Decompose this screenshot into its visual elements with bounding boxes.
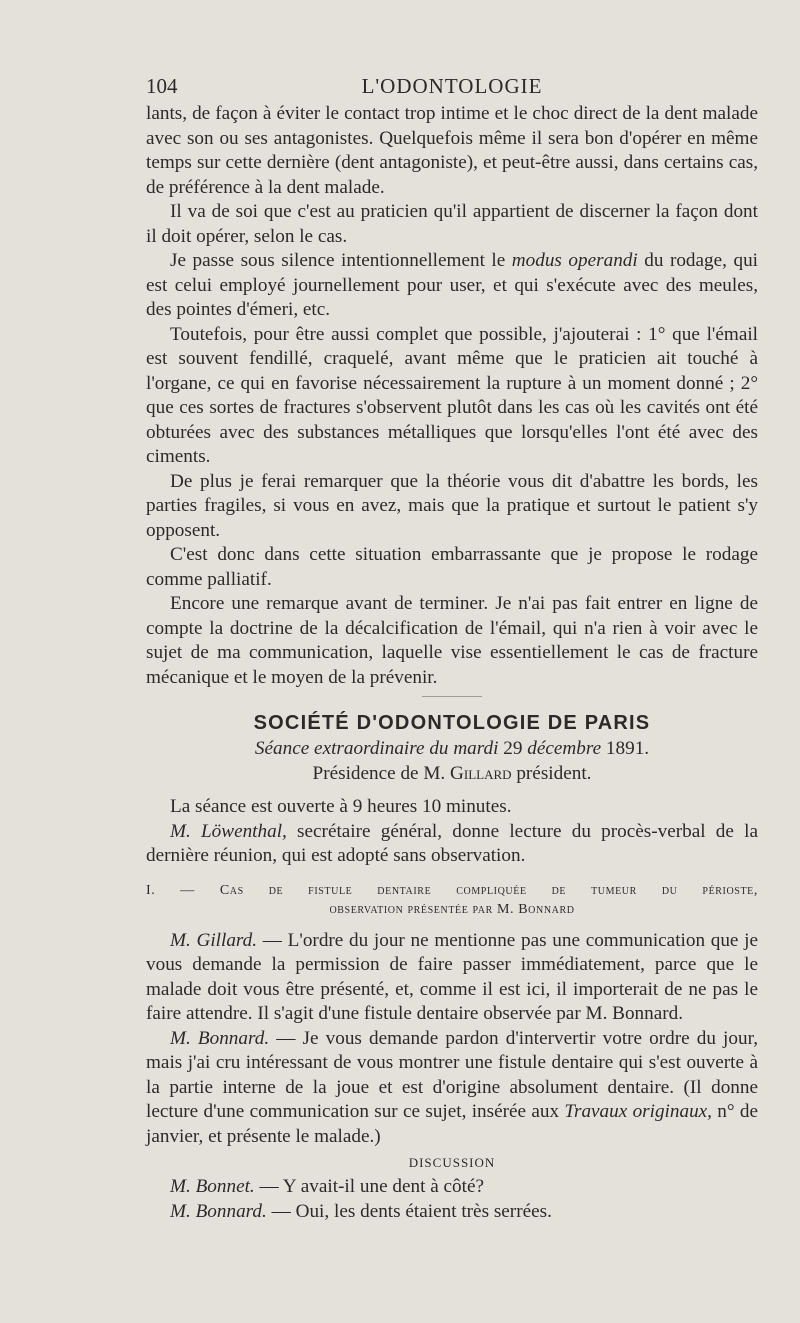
speaker-name: M. Bonnet. bbox=[170, 1176, 255, 1197]
discussion-heading: DISCUSSION bbox=[408, 1155, 496, 1170]
page-number: 104 bbox=[146, 74, 178, 98]
minutes-reading: M. Löwenthal, secrétaire général, donne lecture du procès-verbal de la dernière réunion, qui est adopté sans observation. bbox=[146, 820, 758, 866]
paragraph: Il va de soi que c'est au praticien qu'il appartient de discerner la façon dont il doit opérer, selon le cas. bbox=[146, 201, 758, 247]
page-header bbox=[146, 74, 758, 104]
paragraph-modus: Je passe sous silence intentionnellement le modus operandi du rodage, qui est celui employé journellement pour user, et qui s'exécute avec des meules, des pointes d'émeri, etc. bbox=[146, 250, 758, 320]
paragraph: De plus je ferai remarquer que la théorie vous dit d'abattre les bords, les parties fragiles, si vous en avez, mais que la pratique et surtout le patient s'y opposent. bbox=[146, 470, 758, 541]
paragraph: Encore une remarque avant de terminer. Je n'ai pas fait entrer en ligne de compte la doctrine de la décalcification de l'émail, qui n'a rien à voir avec le sujet de ma communication, laquelle vise essentiellement le cas de fracture mécanique et le moyen de la prévenir. bbox=[146, 593, 758, 688]
paragraph: C'est donc dans cette situation embarrassante que je propose le rodage comme palliatif. bbox=[146, 544, 758, 590]
running-title: L'ODONTOLOGIE bbox=[361, 74, 543, 98]
section-divider bbox=[422, 696, 482, 697]
speech-bonnard: M. Bonnard. — Je vous demande pardon d'intervertir votre ordre du jour, mais j'ai cru intéressant de vous montrer une fistule dentaire qui s'est ouverte à la partie interne de la joue et est d'origine absolument dentaire. (Il donne lecture d'une communication sur ce sujet, insérée aux Travaux originaux, n° de janvier, et présente le malade.) bbox=[146, 1027, 758, 1147]
speaker-name: M. Bonnard. bbox=[170, 1027, 270, 1049]
president-name: Gillard bbox=[450, 763, 512, 784]
discussion-line: M. Bonnard. — Oui, les dents étaient très serrées. bbox=[170, 1200, 552, 1222]
modus-operandi-italic: modus operandi bbox=[511, 250, 638, 271]
minutes-opening: La séance est ouverte à 9 heures 10 minutes. bbox=[170, 796, 512, 817]
speaker-name: M. Gillard. bbox=[170, 929, 258, 951]
presidence-line: Présidence de M. Gillard président. bbox=[312, 763, 592, 784]
speaker-name: M. Bonnard. bbox=[170, 1200, 267, 1222]
society-title: SOCIÉTÉ D'ODONTOLOGIE DE PARIS bbox=[253, 712, 651, 734]
paragraph: Toutefois, pour être aussi complet que possible, j'ajouterai : 1° que l'émail est souvent fendillé, craquelé, avant même que le praticien ait touché à l'organe, ce qui en favorise nécessairement la rupture à un moment donné ; 2° que ces sortes de fractures s'observent plutôt dans les cas où les cavités ont été obturées avec des substances métalliques que lorsqu'elles l'ont été avec des ciments. bbox=[146, 323, 758, 467]
discussion-line: M. Bonnet. — Y avait-il une dent à côté? bbox=[170, 1176, 484, 1197]
seance-line: Séance extraordinaire du mardi 29 décembre 1891. bbox=[254, 738, 650, 759]
paragraph-continuation: lants, de façon à éviter le contact trop intime et le choc direct de la dent malade avec son ou ses antagonistes. Quelquefois même il sera bon d'opérer en même temps sur cette dernière (dent antagoniste), et peut-être aussi, dans certains cas, de préférence à la dent malade. bbox=[146, 103, 758, 198]
speech-gillard: M. Gillard. — L'ordre du jour ne mentionne pas une communication que je vous demande la permission de faire passer immédiatement, parce que le malade doit vous être présenté, et, comme il est ici, il importerait de ne pas le faire attendre. Il s'agit d'une fistule dentaire observée par M. Bonnard. bbox=[146, 929, 758, 1024]
case-title: I. — Cas de fistule dentaire compliquée de tumeur du périoste, observation présentée par M. Bonnard bbox=[146, 882, 758, 917]
page-body bbox=[146, 102, 758, 1224]
